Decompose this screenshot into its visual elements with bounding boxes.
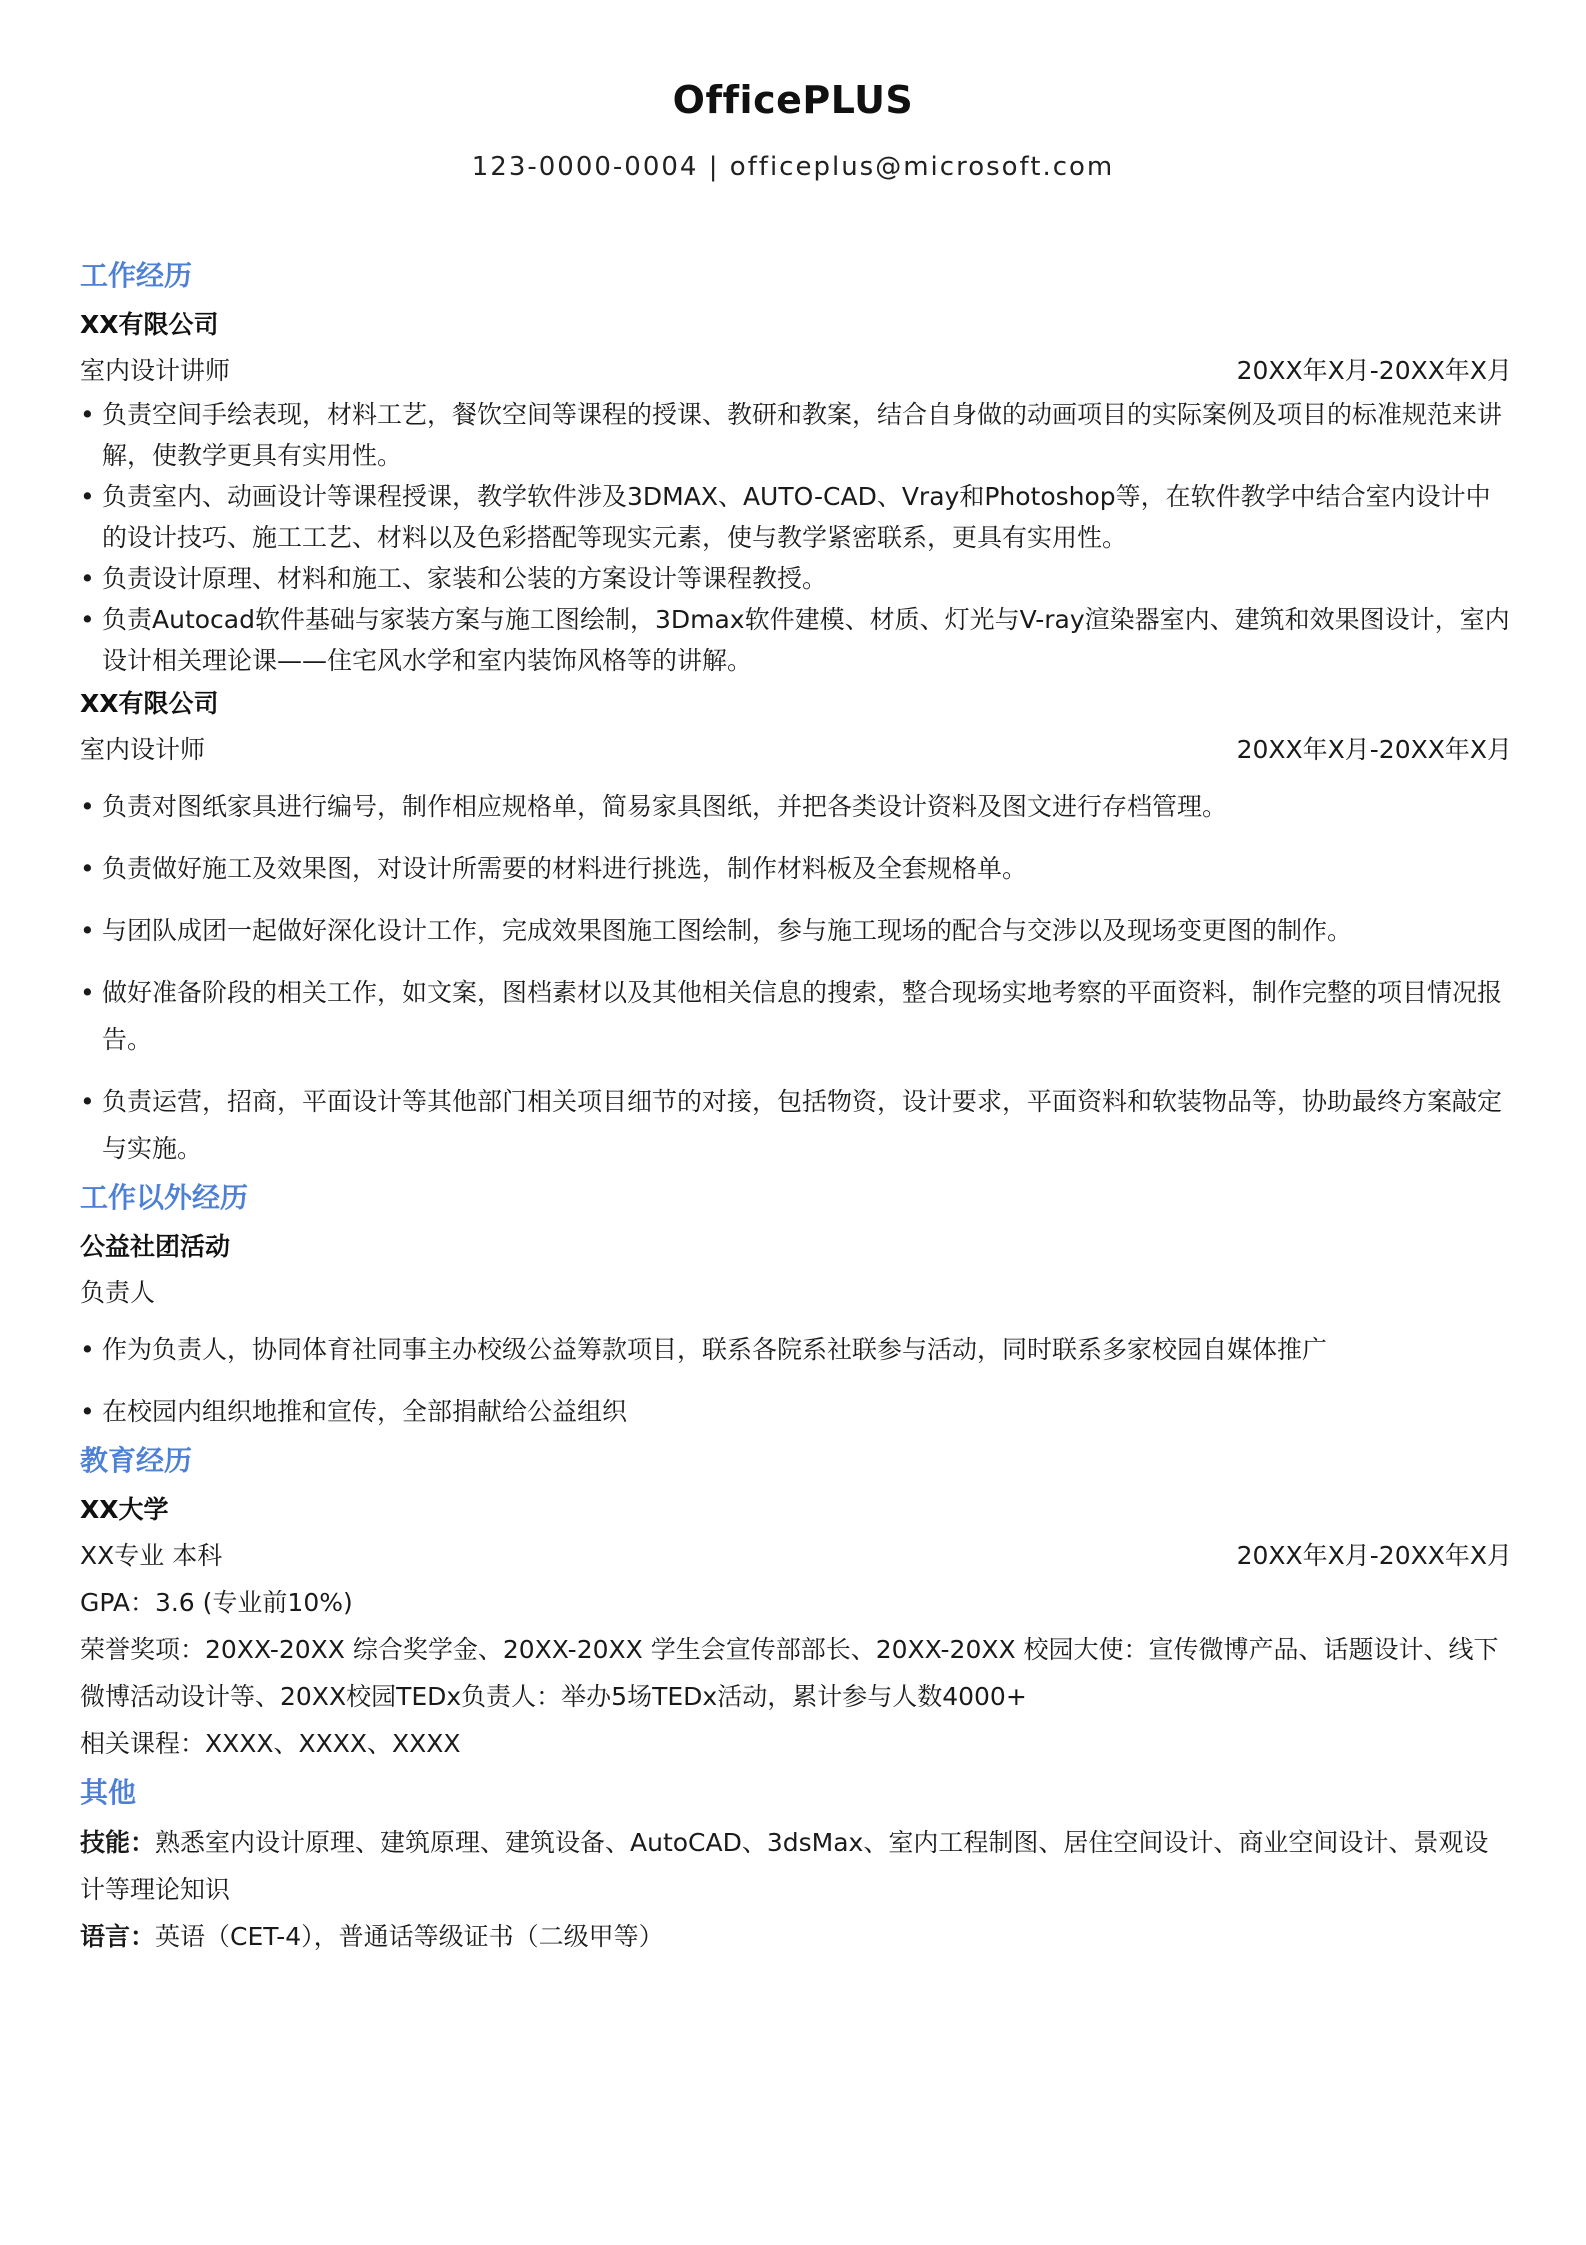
job-entry <box>80 302 1512 681</box>
role-row <box>80 1270 1512 1316</box>
duty-item: • 负责Autocad软件基础与家装方案与施工图绘制，3Dmax软件建模、材质、灯光与V-ray渲染器室内、建筑和效果图设计，室内设计相关理论课——住宅风水学和室内装饰风格等的讲解。 <box>80 599 1512 681</box>
job-role: 室内设计讲师 <box>80 356 231 385</box>
languages <box>80 1913 1512 1960</box>
company-name: XX有限公司 <box>80 689 219 718</box>
section-title-education: 教育经历 <box>80 1444 193 1477</box>
role-row <box>80 348 1512 394</box>
org-role: 负责人 <box>80 1278 156 1307</box>
job-entry <box>80 681 1512 1172</box>
organization-name: 公益社团活动 <box>80 1232 231 1261</box>
skills-label: 技能： <box>80 1828 156 1857</box>
gpa: GPA：3.6 (专业前10%) <box>80 1588 353 1617</box>
duty-item: • 与团队成团一起做好深化设计工作，完成效果图施工图绘制，参与施工现场的配合与交涉以及现场变更图的制作。 <box>80 907 1512 954</box>
duty-item: • 做好准备阶段的相关工作，如文案，图档素材以及其他相关信息的搜索，整合现场实地考察的平面资料，制作完整的项目情况报告。 <box>80 969 1512 1063</box>
activity-list <box>80 1326 1512 1435</box>
activity-item: • 在校园内组织地推和宣传，全部捐献给公益组织 <box>80 1388 1512 1435</box>
skills <box>80 1819 1512 1913</box>
school-name: XX大学 <box>80 1495 169 1524</box>
education-period: 20XX年X月-20XX年X月 <box>1236 1541 1512 1570</box>
major: XX专业 本科 <box>80 1541 223 1570</box>
resume-content <box>80 250 1512 1960</box>
duty-item: • 负责运营，招商，平面设计等其他部门相关项目细节的对接，包括物资，设计要求，平面资料和软装物品等，协助最终方案敲定与实施。 <box>80 1078 1512 1172</box>
major-row <box>80 1533 1512 1579</box>
company-name: XX有限公司 <box>80 310 219 339</box>
honors: 荣誉奖项：20XX-20XX 综合奖学金、20XX-20XX 学生会宣传部部长、20XX-20XX 校园大使：宣传微博产品、话题设计、线下微博活动设计等、20XX校园TEDx负责人：举办5场TEDx活动，累计参与人数4000+ <box>80 1635 1499 1711</box>
section-title-other: 其他 <box>80 1776 137 1809</box>
contact-info: 123-0000-0004 | officeplus@microsoft.com <box>471 152 1115 182</box>
courses: 相关课程：XXXX、XXXX、XXXX <box>80 1729 461 1758</box>
duty-item: • 负责空间手绘表现，材料工艺，餐饮空间等课程的授课、教研和教案，结合自身做的动画项目的实际案例及项目的标准规范来讲解，使教学更具有实用性。 <box>80 394 1512 476</box>
section-title-work: 工作经历 <box>80 259 193 292</box>
job-role: 室内设计师 <box>80 735 206 764</box>
candidate-name: OfficePLUS <box>672 78 914 122</box>
role-row <box>80 727 1512 773</box>
job-duties <box>80 394 1512 681</box>
section-title-outside: 工作以外经历 <box>80 1181 249 1214</box>
job-duties <box>80 783 1512 1172</box>
duty-item: • 负责室内、动画设计等课程授课，教学软件涉及3DMAX、AUTO-CAD、Vray和Photoshop等，在软件教学中结合室内设计中的设计技巧、施工工艺、材料以及色彩搭配等现实元素，使与教学紧密联系，更具有实用性。 <box>80 476 1512 558</box>
job-period: 20XX年X月-20XX年X月 <box>1236 356 1512 385</box>
activity-item: • 作为负责人，协同体育社同事主办校级公益筹款项目，联系各院系社联参与活动，同时联系多家校园自媒体推广 <box>80 1326 1512 1373</box>
duty-item: • 负责做好施工及效果图，对设计所需要的材料进行挑选，制作材料板及全套规格单。 <box>80 845 1512 892</box>
job-period: 20XX年X月-20XX年X月 <box>1236 735 1512 764</box>
duty-item: • 负责对图纸家具进行编号，制作相应规格单，简易家具图纸，并把各类设计资料及图文进行存档管理。 <box>80 783 1512 830</box>
languages-label: 语言： <box>80 1922 156 1951</box>
duty-item: • 负责设计原理、材料和施工、家装和公装的方案设计等课程教授。 <box>80 558 1512 599</box>
skills-text: 熟悉室内设计原理、建筑原理、建筑设备、AutoCAD、3dsMax、室内工程制图、居住空间设计、商业空间设计、景观设计等理论知识 <box>80 1828 1489 1904</box>
languages-text: 英语（CET-4），普通话等级证书（二级甲等） <box>155 1922 664 1951</box>
